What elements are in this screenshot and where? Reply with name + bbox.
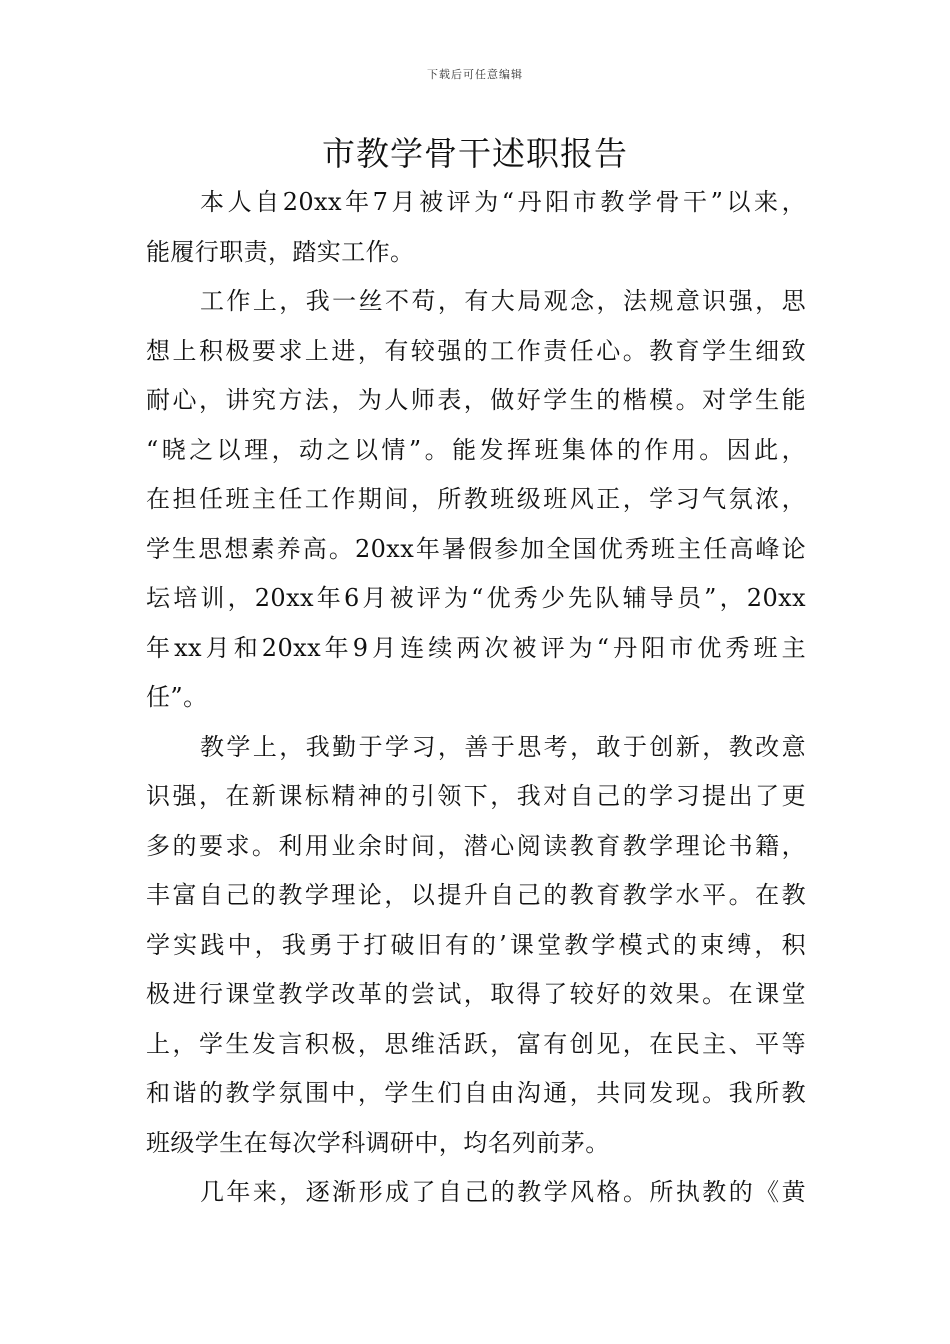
text-line: 本人自20xx年7月被评为“丹阳市教学骨干”以来， xyxy=(200,188,806,216)
text-line: 识强，在新课标精神的引领下，我对自己的学习提出了更 xyxy=(146,782,806,810)
text-line: 上，学生发言积极，思维活跃，富有创见，在民主、平等 xyxy=(146,1029,806,1058)
text-line: 工作上，我一丝不苟，有大局观念，法规意识强，思 xyxy=(200,287,806,315)
text-line: 学实践中，我勇于打破旧有的’课堂教学模式的束缚，积 xyxy=(146,930,806,959)
text-line: 能履行职责，踏实工作。 xyxy=(146,237,415,266)
text-line: 任”。 xyxy=(146,683,208,711)
text-line: 学生思想素养高。20xx年暑假参加全国优秀班主任高峰论 xyxy=(146,534,806,563)
text-line: 极进行课堂教学改革的尝试，取得了较好的效果。在课堂 xyxy=(146,980,806,1008)
text-line: 班级学生在每次学科调研中，均名列前茅。 xyxy=(146,1128,610,1157)
document-title: 市教学骨干述职报告 xyxy=(322,134,628,173)
document-body xyxy=(146,178,806,1218)
text-line: 丰富自己的教学理论，以提升自己的教育教学水平。在教 xyxy=(146,881,806,909)
text-line: 多的要求。利用业余时间，潜心阅读教育教学理论书籍， xyxy=(146,831,806,860)
header-note: 下载后可任意编辑 xyxy=(427,68,523,81)
text-line: 年xx月和20xx年9月连续两次被评为“丹阳市优秀班主 xyxy=(146,633,806,662)
text-line: 在担任班主任工作期间，所教班级班风正，学习气氛浓， xyxy=(146,485,806,513)
text-line: 坛培训，20xx年6月被评为“优秀少先队辅导员”，20xx xyxy=(146,584,806,612)
text-line: 想上积极要求上进，有较强的工作责任心。教育学生细致 xyxy=(146,336,806,365)
text-line: 几年来，逐渐形成了自己的教学风格。所执教的《黄 xyxy=(200,1178,806,1206)
text-line: 教学上，我勤于学习，善于思考，敢于创新，教改意 xyxy=(200,732,806,761)
text-line: 和谐的教学氛围中，学生们自由沟通，共同发现。我所教 xyxy=(146,1079,806,1107)
text-line: 耐心，讲究方法，为人师表，做好学生的楷模。对学生能 xyxy=(146,386,806,414)
text-line: “晓之以理，动之以情”。能发挥班集体的作用。因此， xyxy=(146,435,806,464)
